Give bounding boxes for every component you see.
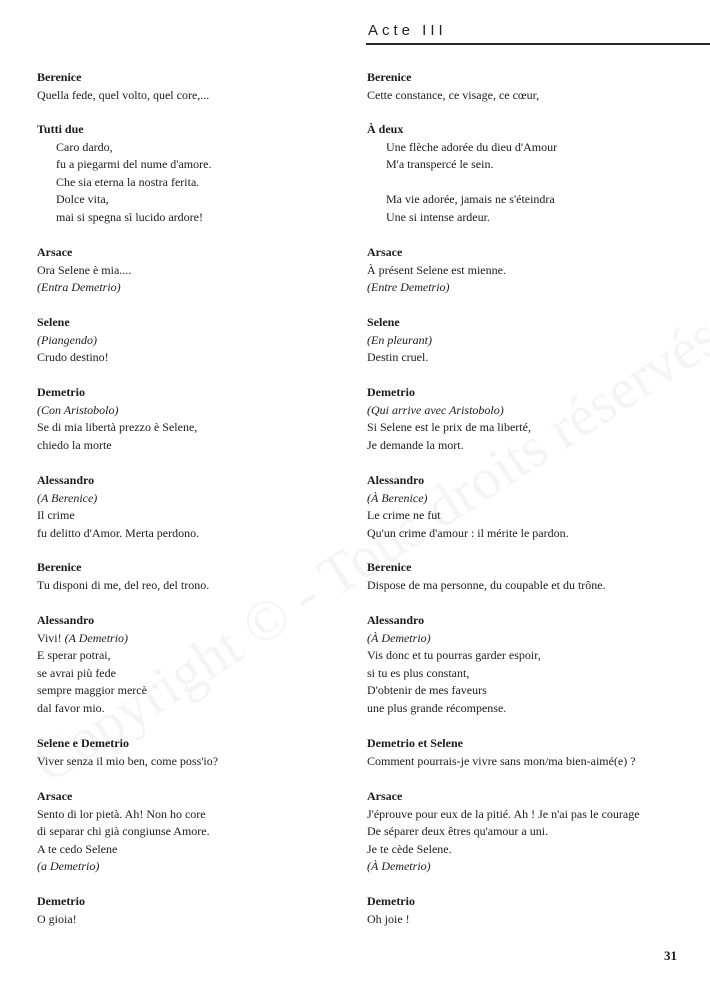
speech-block-italian: [37, 559, 357, 594]
speaker-name: Demetrio: [37, 385, 85, 399]
act-heading: Acte III: [368, 22, 447, 39]
verse-line: Ma vie adorée, jamais ne s'éteindra: [386, 192, 555, 206]
stage-direction: (Qui arrive avec Aristobolo): [367, 402, 504, 417]
verse-line: O gioia!: [37, 911, 77, 926]
speaker-name: Berenice: [37, 560, 82, 574]
verse-text: Vivi!: [37, 630, 65, 645]
speaker-name: Demetrio: [37, 894, 85, 908]
speech-block-french: [367, 788, 697, 876]
stage-direction: (Entra Demetrio): [37, 280, 121, 294]
verse-line: fu a piegarmi del nume d'amore.: [56, 157, 212, 171]
verse-line: Je te cède Selene.: [367, 841, 452, 856]
verse-line: Cette constance, ce visage, ce cœur,: [367, 87, 540, 102]
verse-line: Si Selene est le prix de ma liberté,: [367, 420, 531, 434]
speaker-name: Berenice: [367, 560, 412, 574]
speaker-name: Alessandro: [37, 473, 95, 487]
verse-line: Che sia eterna la nostra ferita.: [56, 174, 200, 189]
speech-block-italian: [37, 314, 357, 367]
speaker-name: À deux: [367, 122, 404, 136]
stage-direction: (a Demetrio): [37, 859, 100, 873]
verse-line: Quella fede, quel volto, quel core,...: [37, 87, 210, 102]
speech-block-italian: [37, 612, 357, 717]
speaker-name: Arsace: [367, 245, 403, 259]
copyright-watermark: [20, 302, 710, 796]
verse-line: Une si intense ardeur.: [386, 209, 490, 224]
speech-block-french: [367, 472, 697, 542]
speech-block-french: [367, 244, 697, 297]
stage-direction: (Con Aristobolo): [37, 402, 119, 417]
stage-direction: (A Demetrio): [64, 630, 129, 645]
verse-line: dal favor mio.: [37, 700, 105, 715]
speech-block-french: [367, 559, 697, 594]
stage-direction: (À Demetrio): [367, 859, 431, 873]
speaker-name: Alessandro: [37, 613, 95, 627]
speaker-name: Arsace: [367, 789, 403, 803]
verse-line: Dispose de ma personne, du coupable et du trône.: [367, 577, 606, 592]
speaker-name: Berenice: [37, 70, 82, 84]
speaker-name: Demetrio: [367, 385, 415, 399]
speech-block-french: [367, 314, 697, 367]
verse-line: Dolce vita,: [56, 192, 109, 206]
verse-line: Ora Selene è mia....: [37, 262, 132, 277]
verse-line: Comment pourrais-je vivre sans mon/ma bien-aimé(e) ?: [367, 753, 636, 768]
verse-line: Une flèche adorée du dieu d'Amour: [386, 139, 558, 154]
speaker-name: Demetrio et Selene: [367, 736, 463, 750]
verse-line: E sperar potrai,: [37, 648, 111, 662]
speech-block-french: [367, 69, 697, 104]
verse-line: Il crime: [37, 508, 75, 522]
verse-line: Viver senza il mio ben, come poss'io?: [37, 753, 219, 768]
speaker-name: Selene: [37, 315, 70, 329]
verse-line: D'obtenir de mes faveurs: [367, 683, 487, 697]
speaker-name: Alessandro: [367, 613, 425, 627]
verse-line: Vis donc et tu pourras garder espoir,: [367, 648, 541, 662]
speech-block-french: [367, 893, 697, 928]
verse-line: De séparer deux êtres qu'amour a uni.: [367, 824, 549, 838]
speaker-name: Selene e Demetrio: [37, 736, 129, 750]
stage-direction: (En pleurant): [367, 332, 432, 347]
speech-block-italian: [37, 735, 357, 770]
speaker-name: Selene: [367, 315, 400, 329]
stage-direction: (A Berenice): [37, 490, 98, 505]
speaker-name: Alessandro: [367, 473, 425, 487]
verse-line: Crudo destino!: [37, 350, 109, 364]
speech-block-italian: [37, 69, 357, 104]
speech-block-italian: [37, 244, 357, 297]
stage-direction: (Entre Demetrio): [367, 280, 450, 294]
verse-line: Se di mia libertà prezzo è Selene,: [37, 420, 198, 434]
verse-line: M'a transpercé le sein.: [386, 157, 494, 171]
verse-line: Sento di lor pietà. Ah! Non ho core: [37, 806, 206, 821]
speech-block-french: [367, 612, 697, 717]
verse-line: si tu es plus constant,: [367, 665, 470, 680]
speech-block-italian: [37, 788, 357, 876]
speaker-name: Tutti due: [37, 122, 84, 136]
speaker-name: Demetrio: [367, 894, 415, 908]
verse-line: Le crime ne fut: [367, 508, 441, 522]
page-number: 31: [664, 948, 677, 963]
verse-line: Je demande la mort.: [367, 437, 464, 452]
verse-line: Caro dardo,: [56, 139, 113, 154]
verse-line: une plus grande récompense.: [367, 700, 507, 715]
verse-line: J'éprouve pour eux de la pitié. Ah ! Je n'ai pas le courage: [367, 806, 640, 821]
speech-block-french: [367, 735, 697, 770]
verse-line: [37, 630, 357, 648]
verse-line: Destin cruel.: [367, 350, 429, 364]
speech-block-italian: [37, 384, 357, 454]
verse-line: se avrai più fede: [37, 665, 116, 680]
verse-line: di separar chi già congiunse Amore.: [37, 824, 210, 838]
verse-line: chiedo la morte: [37, 437, 112, 452]
stage-direction: (À Demetrio): [367, 630, 431, 645]
verse-line: Tu disponi di me, del reo, del trono.: [37, 577, 210, 592]
verse-line: Oh joie !: [367, 911, 410, 926]
verse-line: fu delitto d'Amor. Merta perdono.: [37, 525, 200, 540]
speaker-name: Berenice: [367, 70, 412, 84]
speech-block-italian: [37, 893, 357, 928]
stage-direction: (À Berenice): [367, 490, 428, 505]
header-rule: [366, 43, 710, 45]
verse-line: Qu'un crime d'amour : il mérite le pardon.: [367, 525, 569, 540]
speaker-name: Arsace: [37, 245, 73, 259]
speech-block-italian: [37, 121, 357, 226]
verse-line: sempre maggior mercè: [37, 683, 147, 697]
stage-direction: (Piangendo): [37, 332, 97, 347]
verse-line: A te cedo Selene: [37, 841, 118, 856]
verse-line: mai si spegna sì lucido ardore!: [56, 209, 203, 224]
speech-block-italian: [37, 472, 357, 542]
speech-block-french: [367, 121, 697, 226]
speaker-name: Arsace: [37, 789, 73, 803]
verse-line: À présent Selene est mienne.: [367, 262, 506, 277]
speech-block-french: [367, 384, 697, 454]
